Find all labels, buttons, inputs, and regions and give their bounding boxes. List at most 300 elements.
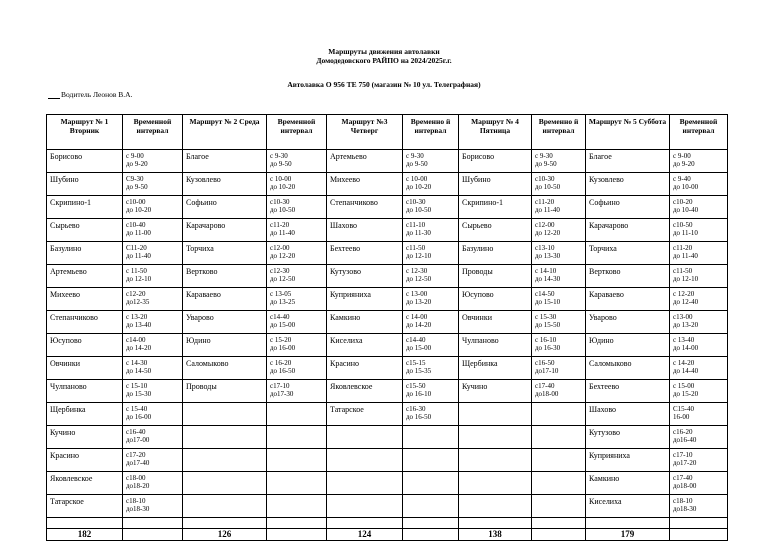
blank-cell <box>327 518 403 529</box>
blank-cell <box>267 518 327 529</box>
time-interval <box>403 449 459 472</box>
time-interval <box>532 449 586 472</box>
interval-start: с11-20 <box>535 198 555 206</box>
time-interval <box>123 449 183 472</box>
interval-start: с 13-05 <box>270 290 292 298</box>
table-row <box>47 403 728 426</box>
time-interval <box>403 357 459 380</box>
time-interval <box>670 495 728 518</box>
stop-name: Татарское <box>327 403 403 426</box>
time-interval <box>267 196 327 219</box>
stop-name: Шахово <box>327 219 403 242</box>
interval-start: с 13-40 <box>673 336 695 344</box>
interval-end: до 12-10 <box>673 275 699 283</box>
interval-end: до 13-20 <box>673 321 699 329</box>
stop-name: Благое <box>586 150 670 173</box>
stop-name: Кучино <box>47 426 123 449</box>
time-interval <box>267 472 327 495</box>
interval-end: до 15-20 <box>673 390 699 398</box>
interval-end: до18-00 <box>535 390 559 398</box>
stop-name: Софьино <box>586 196 670 219</box>
signature-blank <box>48 98 60 99</box>
interval-end: до 9-50 <box>270 160 292 168</box>
interval-start: с13-00 <box>673 313 693 321</box>
stop-name <box>183 495 267 518</box>
time-interval <box>267 265 327 288</box>
time-interval <box>403 265 459 288</box>
route-total: 126 <box>183 529 267 541</box>
interval-start: с11-20 <box>673 244 693 252</box>
stop-name <box>459 449 532 472</box>
time-interval <box>403 242 459 265</box>
time-interval <box>532 403 586 426</box>
table-row <box>47 449 728 472</box>
interval-start: с18-00 <box>126 474 146 482</box>
interval-start: с16-20 <box>673 428 693 436</box>
time-interval <box>403 219 459 242</box>
interval-start: с17-40 <box>673 474 693 482</box>
interval-start: с 16-10 <box>535 336 557 344</box>
interval-start: с 11-50 <box>126 267 147 275</box>
interval-start: с 10-00 <box>270 175 292 183</box>
interval-start: с15-15 <box>406 359 426 367</box>
stop-name: Вертково <box>183 265 267 288</box>
interval-end: до18-30 <box>126 505 150 513</box>
total-blank <box>123 529 183 541</box>
interval-start: с16-40 <box>126 428 146 436</box>
stop-name: Чулпаново <box>47 380 123 403</box>
stop-name: Яковлевское <box>327 380 403 403</box>
interval-end: до 10-20 <box>270 183 296 191</box>
stop-name: Шубино <box>459 173 532 196</box>
time-interval <box>123 426 183 449</box>
interval-start: с 10-00 <box>406 175 428 183</box>
interval-start: с 9-00 <box>126 152 144 160</box>
time-interval <box>123 265 183 288</box>
stop-name: Караваево <box>586 288 670 311</box>
time-interval <box>670 334 728 357</box>
route-header: Маршрут № 2 Среда <box>183 115 267 150</box>
interval-end: до 13-25 <box>270 298 296 306</box>
interval-start: с 9-00 <box>673 152 691 160</box>
interval-end: до 9-20 <box>126 160 148 168</box>
interval-end: до 13-30 <box>535 252 561 260</box>
interval-end: до 16-00 <box>126 413 152 421</box>
time-interval <box>267 311 327 334</box>
stop-name: Кузовлево <box>183 173 267 196</box>
blank-cell <box>183 518 267 529</box>
interval-end: до18-30 <box>673 505 697 513</box>
stop-name <box>327 426 403 449</box>
stop-name: Бехтеево <box>586 380 670 403</box>
interval-end: до 10-40 <box>673 206 699 214</box>
interval-end: до 15-35 <box>406 367 432 375</box>
interval-start: с13-10 <box>535 244 555 252</box>
interval-start: С9-30 <box>126 175 144 183</box>
table-row <box>47 495 728 518</box>
time-interval <box>670 173 728 196</box>
blank-row <box>47 518 728 529</box>
stop-name <box>459 426 532 449</box>
time-interval <box>670 219 728 242</box>
time-interval <box>532 357 586 380</box>
interval-end: до 16-50 <box>406 413 432 421</box>
interval-end: до18-20 <box>126 482 150 490</box>
stop-name: Кузовлево <box>586 173 670 196</box>
time-interval <box>670 403 728 426</box>
driver-line <box>48 90 132 99</box>
interval-end: до 14-20 <box>406 321 432 329</box>
interval-start: с10-20 <box>673 198 693 206</box>
interval-end: до 14-20 <box>126 344 152 352</box>
interval-start: с 16-20 <box>270 359 292 367</box>
stop-name: Кутузово <box>327 265 403 288</box>
time-interval <box>532 426 586 449</box>
stop-name: Скрипино-1 <box>459 196 532 219</box>
interval-end: до 12-20 <box>270 252 296 260</box>
table-row <box>47 219 728 242</box>
blank-cell <box>532 518 586 529</box>
route-header: Маршрут № 5 Суббота <box>586 115 670 150</box>
interval-end: до 13-20 <box>406 298 432 306</box>
stop-name: Артемьево <box>327 150 403 173</box>
interval-end: до17-20 <box>673 459 697 467</box>
time-interval <box>670 196 728 219</box>
stop-name: Уварово <box>183 311 267 334</box>
interval-end: до17-10 <box>535 367 559 375</box>
interval-end: до 9-50 <box>406 160 428 168</box>
interval-start: с 15-30 <box>535 313 557 321</box>
route-total: 179 <box>586 529 670 541</box>
interval-start: с 9-30 <box>406 152 424 160</box>
stop-name: Скрипино-1 <box>47 196 123 219</box>
stop-name <box>183 403 267 426</box>
time-interval <box>267 357 327 380</box>
interval-start: с18-10 <box>126 497 146 505</box>
stop-name <box>327 449 403 472</box>
interval-end: до 14-30 <box>535 275 561 283</box>
interval-end: до 9-50 <box>126 183 148 191</box>
stop-name: Юсупово <box>459 288 532 311</box>
time-interval <box>123 357 183 380</box>
stop-name: Торчиха <box>586 242 670 265</box>
interval-end: до 10-50 <box>270 206 296 214</box>
interval-header: Временно й интервал <box>532 115 586 150</box>
route-schedule-table <box>46 114 728 541</box>
stop-name: Борисово <box>47 150 123 173</box>
total-blank <box>267 529 327 541</box>
stop-name: Яковлевское <box>47 472 123 495</box>
interval-start: с14-00 <box>126 336 146 344</box>
interval-start: с17-40 <box>535 382 555 390</box>
interval-start: с16-50 <box>535 359 555 367</box>
interval-end: до 11-40 <box>535 206 560 214</box>
time-interval <box>123 196 183 219</box>
stop-name: Киселиха <box>327 334 403 357</box>
time-interval <box>670 288 728 311</box>
interval-end: до 9-20 <box>673 160 695 168</box>
schedule-subtitle: Домодедовского РАЙПО на 2024/2025г.г. <box>316 56 452 65</box>
route-header: Маршрут №3 Четверг <box>327 115 403 150</box>
time-interval <box>123 380 183 403</box>
time-interval <box>532 472 586 495</box>
time-interval <box>532 288 586 311</box>
stop-name: Карачарово <box>183 219 267 242</box>
interval-start: с11-50 <box>406 244 426 252</box>
table-row <box>47 311 728 334</box>
time-interval <box>267 449 327 472</box>
interval-start: с 13-00 <box>406 290 428 298</box>
interval-end: до12-35 <box>126 298 150 306</box>
stop-name: Степанчиково <box>327 196 403 219</box>
time-interval <box>403 334 459 357</box>
interval-end: до 16-10 <box>406 390 432 398</box>
stop-name: Софьино <box>183 196 267 219</box>
interval-end: до 12-10 <box>406 252 432 260</box>
interval-start: С15-40 <box>673 405 694 413</box>
interval-end: до 11-00 <box>126 229 151 237</box>
time-interval <box>670 426 728 449</box>
interval-end: до 12-40 <box>673 298 699 306</box>
interval-start: с10-30 <box>535 175 555 183</box>
route-total: 138 <box>459 529 532 541</box>
time-interval <box>123 311 183 334</box>
interval-start: с 9-30 <box>270 152 288 160</box>
interval-start: с 13-20 <box>126 313 148 321</box>
stop-name <box>459 403 532 426</box>
time-interval <box>670 357 728 380</box>
time-interval <box>123 472 183 495</box>
time-interval <box>123 242 183 265</box>
time-interval <box>532 219 586 242</box>
stop-name: Щербинка <box>47 403 123 426</box>
time-interval <box>267 173 327 196</box>
interval-end: до 14-50 <box>126 367 152 375</box>
stop-name: Юсупово <box>47 334 123 357</box>
interval-end: до16-40 <box>673 436 697 444</box>
interval-start: с14-50 <box>535 290 555 298</box>
interval-end: до 15-30 <box>126 390 152 398</box>
stop-name: Красино <box>47 449 123 472</box>
time-interval <box>403 495 459 518</box>
interval-start: с16-30 <box>406 405 426 413</box>
stop-name: Юдино <box>183 334 267 357</box>
interval-end: до 12-50 <box>406 275 432 283</box>
stop-name: Торчиха <box>183 242 267 265</box>
stop-name: Артемьево <box>47 265 123 288</box>
interval-header: Временной интервал <box>267 115 327 150</box>
stop-name: Киселиха <box>586 495 670 518</box>
interval-end: до 16-00 <box>270 344 296 352</box>
stop-name: Михеево <box>327 173 403 196</box>
stop-name <box>183 426 267 449</box>
time-interval <box>403 288 459 311</box>
time-interval <box>403 150 459 173</box>
interval-start: с 15-10 <box>126 382 148 390</box>
time-interval <box>403 403 459 426</box>
stop-name: Щербинка <box>459 357 532 380</box>
table-row <box>47 288 728 311</box>
interval-start: с 9-40 <box>673 175 691 183</box>
stop-name: Вертково <box>586 265 670 288</box>
interval-header: Временно й интервал <box>403 115 459 150</box>
stop-name: Кутузово <box>586 426 670 449</box>
route-total: 182 <box>47 529 123 541</box>
stop-name <box>327 495 403 518</box>
time-interval <box>267 426 327 449</box>
interval-start: с10-50 <box>673 221 693 229</box>
driver-name: Водитель Леонов В.А. <box>61 90 133 99</box>
interval-end: до 10-50 <box>535 183 561 191</box>
time-interval <box>532 334 586 357</box>
interval-end: до 16-30 <box>535 344 561 352</box>
interval-start: с15-50 <box>406 382 426 390</box>
interval-start: с 15-20 <box>270 336 292 344</box>
time-interval <box>267 150 327 173</box>
table-row <box>47 265 728 288</box>
time-interval <box>267 403 327 426</box>
time-interval <box>267 380 327 403</box>
blank-cell <box>459 518 532 529</box>
stop-name <box>183 472 267 495</box>
interval-start: с14-40 <box>270 313 290 321</box>
interval-start: с 15-00 <box>673 382 695 390</box>
interval-end: до 15-00 <box>406 344 432 352</box>
stop-name: Благое <box>183 150 267 173</box>
stop-name: Чулпаново <box>459 334 532 357</box>
time-interval <box>532 173 586 196</box>
interval-start: с11-20 <box>270 221 290 229</box>
time-interval <box>123 288 183 311</box>
interval-start: с 9-30 <box>535 152 553 160</box>
stop-name: Борисово <box>459 150 532 173</box>
stop-name: Саломыково <box>183 357 267 380</box>
stop-name: Базулино <box>47 242 123 265</box>
time-interval <box>403 196 459 219</box>
interval-end: до 11-30 <box>406 229 431 237</box>
time-interval <box>123 150 183 173</box>
interval-start: с 12-20 <box>673 290 695 298</box>
route-header: Маршрут № 1 Вторник <box>47 115 123 150</box>
route-total: 124 <box>327 529 403 541</box>
time-interval <box>532 495 586 518</box>
stop-name: Степанчиково <box>47 311 123 334</box>
stop-name: Овчинки <box>459 311 532 334</box>
total-blank <box>670 529 728 541</box>
time-interval <box>123 334 183 357</box>
interval-start: с12-30 <box>270 267 290 275</box>
interval-end: до 11-40 <box>673 252 698 260</box>
time-interval <box>403 311 459 334</box>
time-interval <box>123 495 183 518</box>
stop-name: Карачарово <box>586 219 670 242</box>
interval-start: с10-40 <box>126 221 146 229</box>
interval-end: до 10-50 <box>406 206 432 214</box>
interval-header: Временной интервал <box>123 115 183 150</box>
interval-header: Временной интервал <box>670 115 728 150</box>
interval-start: с17-20 <box>126 451 146 459</box>
interval-end: до 11-10 <box>673 229 698 237</box>
time-interval <box>532 196 586 219</box>
stop-name <box>327 472 403 495</box>
table-row <box>47 357 728 380</box>
stop-name: Уварово <box>586 311 670 334</box>
stop-name: Проводы <box>183 380 267 403</box>
interval-end: 16-00 <box>673 413 690 421</box>
table-row <box>47 472 728 495</box>
interval-start: с10-30 <box>406 198 426 206</box>
interval-end: до 14-00 <box>673 344 699 352</box>
stop-name <box>459 495 532 518</box>
interval-start: с 15-40 <box>126 405 148 413</box>
route-header: Маршрут № 4 Пятница <box>459 115 532 150</box>
stop-name: Михеево <box>47 288 123 311</box>
vehicle-info: Автолавка О 956 ТЕ 750 (магазин № 10 ул. Телеграфная) <box>287 80 481 89</box>
stop-name: Камкино <box>586 472 670 495</box>
blank-cell <box>403 518 459 529</box>
stop-name: Саломыково <box>586 357 670 380</box>
interval-end: до 10-20 <box>126 206 152 214</box>
time-interval <box>532 311 586 334</box>
interval-start: с11-10 <box>406 221 426 229</box>
header-row <box>47 115 728 150</box>
stop-name: Камкино <box>327 311 403 334</box>
time-interval <box>123 403 183 426</box>
stop-name: Сырьево <box>47 219 123 242</box>
time-interval <box>670 150 728 173</box>
interval-start: с17-10 <box>270 382 290 390</box>
interval-start: с 12-30 <box>406 267 428 275</box>
stop-name: Кучино <box>459 380 532 403</box>
time-interval <box>670 380 728 403</box>
stop-name: Шахово <box>586 403 670 426</box>
time-interval <box>123 219 183 242</box>
interval-end: до 13-40 <box>126 321 152 329</box>
time-interval <box>267 495 327 518</box>
interval-start: С11-20 <box>126 244 147 252</box>
interval-end: до 11-40 <box>126 252 151 260</box>
stop-name: Проводы <box>459 265 532 288</box>
time-interval <box>403 173 459 196</box>
time-interval <box>670 449 728 472</box>
stop-name: Куприяниха <box>586 449 670 472</box>
time-interval <box>267 242 327 265</box>
stop-name: Бехтеево <box>327 242 403 265</box>
time-interval <box>532 265 586 288</box>
schedule-title: Маршруты движения автолавки <box>328 47 440 56</box>
interval-start: с10-00 <box>126 198 146 206</box>
time-interval <box>123 173 183 196</box>
stop-name: Юдино <box>586 334 670 357</box>
interval-end: до 16-50 <box>270 367 296 375</box>
stop-name: Татарское <box>47 495 123 518</box>
time-interval <box>267 219 327 242</box>
stop-name: Сырьево <box>459 219 532 242</box>
time-interval <box>532 150 586 173</box>
time-interval <box>670 311 728 334</box>
interval-start: с 14-10 <box>535 267 557 275</box>
stop-name: Шубино <box>47 173 123 196</box>
table-row <box>47 150 728 173</box>
total-blank <box>532 529 586 541</box>
time-interval <box>267 334 327 357</box>
time-interval <box>670 242 728 265</box>
interval-end: до 10-00 <box>673 183 699 191</box>
time-interval <box>403 472 459 495</box>
table-row <box>47 334 728 357</box>
stop-name: Красино <box>327 357 403 380</box>
interval-start: с11-50 <box>673 267 693 275</box>
